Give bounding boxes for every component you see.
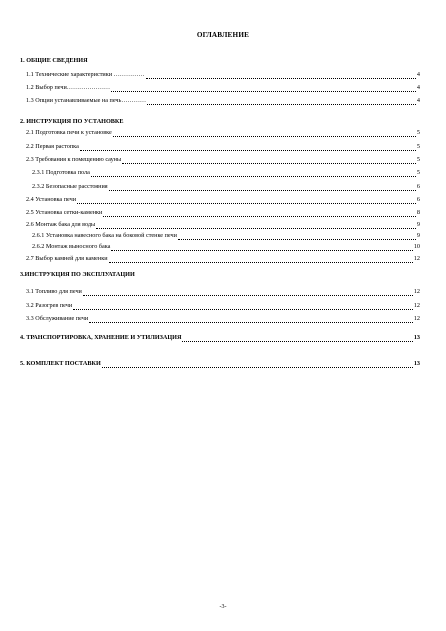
toc-entry-page-number: 12 xyxy=(413,315,420,322)
toc-entry-page-number: 6 xyxy=(416,183,420,190)
toc-entry[interactable] xyxy=(32,243,420,251)
toc-entry-page-number: 4 xyxy=(416,97,420,104)
toc-entry-label: 2.3.2 Безопасные расстояния xyxy=(32,183,108,190)
dot-leader xyxy=(178,233,416,240)
toc-entry-page-number: 13 xyxy=(413,360,420,367)
toc-entry-page-number: 5 xyxy=(416,156,420,163)
toc-entry[interactable] xyxy=(32,183,420,191)
toc-entry[interactable] xyxy=(26,84,420,92)
toc-entry[interactable] xyxy=(26,156,420,164)
toc-section-4[interactable] xyxy=(20,334,420,342)
toc-entry-page-number: 9 xyxy=(416,232,420,239)
toc-entry[interactable] xyxy=(32,232,420,240)
dot-leader xyxy=(111,244,412,251)
toc-entry-label: 2.1 Подготовка печи к установке xyxy=(26,129,112,136)
toc-entry[interactable] xyxy=(26,71,420,79)
dot-leader xyxy=(182,335,412,342)
toc-entry-label: 2.2 Первая растопка xyxy=(26,143,79,150)
toc-entry[interactable] xyxy=(26,288,420,296)
dot-leader xyxy=(83,289,413,296)
toc-section-3[interactable] xyxy=(20,271,420,279)
toc-entry[interactable] xyxy=(26,196,420,204)
dot-leader xyxy=(109,256,413,263)
toc-title: ОГЛАВЛЕНИЕ xyxy=(196,31,250,39)
dot-leader xyxy=(80,144,416,151)
dot-leader xyxy=(147,98,416,105)
toc-entry-page-number: 12 xyxy=(413,255,420,262)
dot-leader xyxy=(96,222,416,229)
toc-entry-label: 2.6.2 Монтаж выносного бака xyxy=(32,243,111,250)
toc-entry-label: 2.5 Установка сетки-каменки xyxy=(26,209,103,216)
toc-entry[interactable] xyxy=(26,129,420,137)
toc-entry-page-number: 5 xyxy=(416,169,420,176)
toc-entry-label: 2.7 Выбор камней для каменки xyxy=(26,255,108,262)
toc-entry-page-number: 5 xyxy=(416,129,420,136)
toc-entry-label: 1.2 Выбор печи………………… xyxy=(26,84,111,91)
toc-entry[interactable] xyxy=(26,97,420,105)
toc-entry-label: 3.3 Обслуживание печи xyxy=(26,315,89,322)
toc-entry[interactable] xyxy=(26,255,420,263)
toc-section-5[interactable] xyxy=(20,360,420,368)
toc-entry[interactable] xyxy=(32,169,420,177)
toc-entry[interactable] xyxy=(26,221,420,229)
dot-leader xyxy=(111,85,416,92)
dot-leader xyxy=(102,361,413,368)
toc-entry-label: 5. КОМПЛЕКТ ПОСТАВКИ xyxy=(20,360,101,367)
toc-entry-label: 3.ИНСТРУКЦИЯ ПО ЭКСПЛУАТАЦИИ xyxy=(20,271,135,278)
toc-entry-page-number: 13 xyxy=(413,334,420,341)
toc-entry-label: 3.2 Разогрев печи xyxy=(26,302,73,309)
dot-leader xyxy=(73,303,413,310)
dot-leader xyxy=(89,316,413,323)
toc-entry-label: 2.4 Установка печи xyxy=(26,196,77,203)
dot-leader xyxy=(109,184,416,191)
toc-entry-label: 2. ИНСТРУКЦИЯ ПО УСТАНОВКЕ xyxy=(20,118,124,125)
toc-entry-page-number: 12 xyxy=(413,288,420,295)
toc-entry-label: 4. ТРАНСПОРТИРОВКА, ХРАНЕНИЕ И УТИЛИЗАЦИЯ xyxy=(20,334,182,341)
toc-entry-page-number: 5 xyxy=(416,143,420,150)
dot-leader xyxy=(77,197,416,204)
page-number: -3- xyxy=(219,604,227,610)
dot-leader xyxy=(103,210,416,217)
toc-entry[interactable] xyxy=(26,302,420,310)
toc-entry-page-number: 4 xyxy=(416,84,420,91)
toc-entry[interactable] xyxy=(26,209,420,217)
toc-section-2[interactable] xyxy=(20,118,420,126)
toc-entry-label: 2.3 Требования к помещению сауны xyxy=(26,156,122,163)
toc-entry-label: 1. ОБЩИЕ СВЕДЕНИЯ xyxy=(20,57,88,64)
toc-entry-label: 3.1 Топливо для печи xyxy=(26,288,82,295)
toc-entry-label: 1.3 Опции устанавливаемые на печь………… xyxy=(26,97,147,104)
toc-entry-label: 1.1 Технические характеристики …………… xyxy=(26,71,145,78)
toc-entry-label: 2.3.1 Подготовка пола xyxy=(32,169,90,176)
dot-leader xyxy=(122,157,416,164)
dot-leader xyxy=(146,72,416,79)
toc-entry-label: 2.6.1 Установка навесного бака на боковой стенке печи xyxy=(32,232,177,239)
toc-section-1[interactable] xyxy=(20,57,420,65)
toc-entry-label: 2.6 Монтаж бака для воды xyxy=(26,221,96,228)
toc-entry-page-number: 6 xyxy=(416,196,420,203)
toc-entry-page-number: 9 xyxy=(416,221,420,228)
dot-leader xyxy=(91,170,416,177)
toc-entry-page-number: 4 xyxy=(416,71,420,78)
dot-leader xyxy=(113,130,416,137)
toc-entry-page-number: 12 xyxy=(413,302,420,309)
toc-entry[interactable] xyxy=(26,143,420,151)
toc-entry-page-number: 10 xyxy=(413,243,420,250)
toc-entry-page-number: 8 xyxy=(416,209,420,216)
toc-entry[interactable] xyxy=(26,315,420,323)
